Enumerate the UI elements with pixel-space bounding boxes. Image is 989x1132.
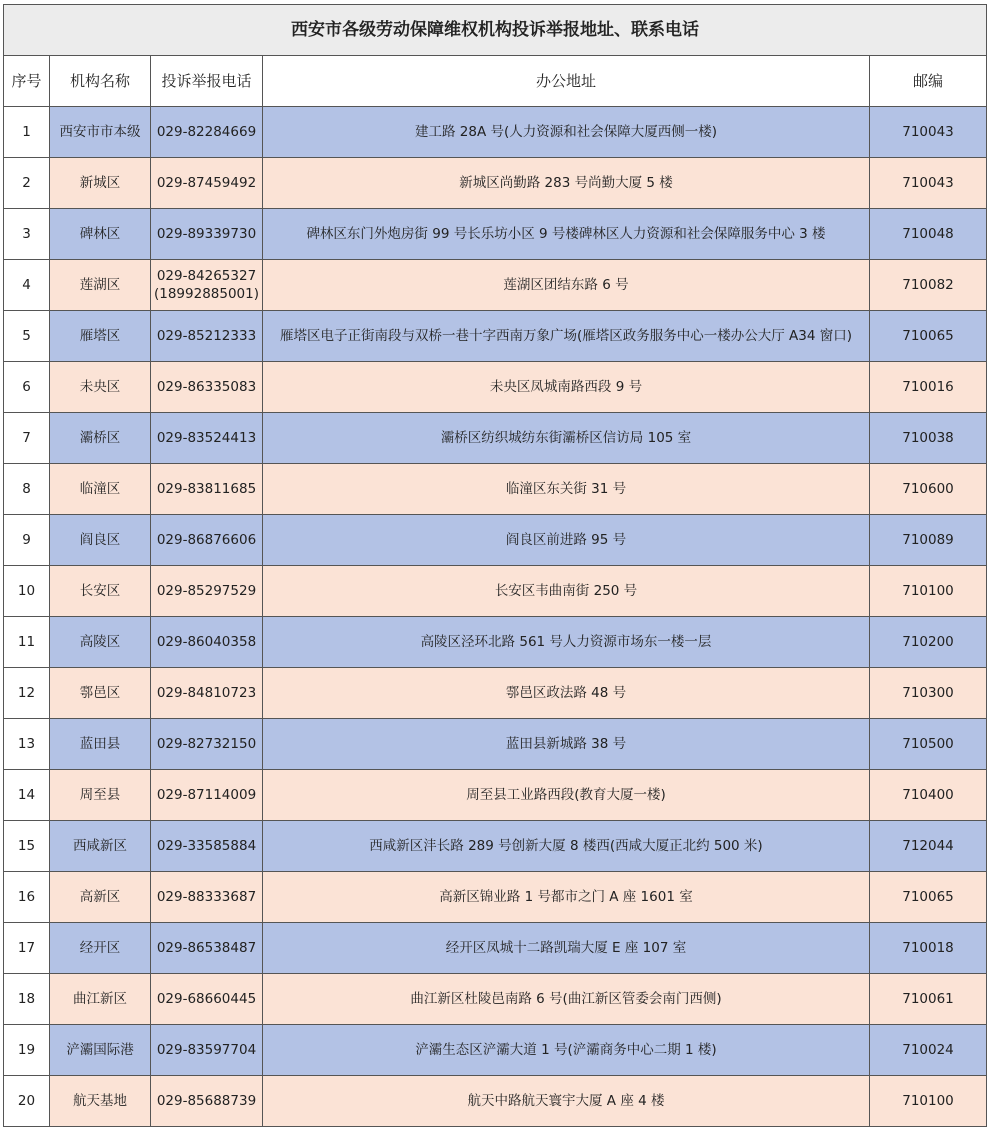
cell-phone: 029-86040358 xyxy=(151,617,263,668)
cell-zip: 710048 xyxy=(870,209,987,260)
cell-no: 18 xyxy=(4,974,50,1025)
table-row xyxy=(4,464,987,515)
cell-address: 莲湖区团结东路 6 号 xyxy=(263,260,870,311)
cell-phone: 029-68660445 xyxy=(151,974,263,1025)
cell-no: 17 xyxy=(4,923,50,974)
table-row xyxy=(4,668,987,719)
phone-secondary: (18992885001) xyxy=(153,286,259,302)
cell-zip: 710600 xyxy=(870,464,987,515)
cell-no: 6 xyxy=(4,362,50,413)
cell-agency-name: 阎良区 xyxy=(50,515,151,566)
phone-primary: 029-84265327 xyxy=(156,268,257,284)
cell-no: 19 xyxy=(4,1025,50,1076)
cell-zip: 710043 xyxy=(870,107,987,158)
cell-agency-name: 高新区 xyxy=(50,872,151,923)
cell-phone xyxy=(151,260,263,311)
cell-zip: 710200 xyxy=(870,617,987,668)
cell-agency-name: 曲江新区 xyxy=(50,974,151,1025)
cell-phone: 029-86876606 xyxy=(151,515,263,566)
header-row xyxy=(4,56,987,107)
cell-agency-name: 鄠邑区 xyxy=(50,668,151,719)
cell-no: 12 xyxy=(4,668,50,719)
cell-zip: 710400 xyxy=(870,770,987,821)
cell-phone: 029-88333687 xyxy=(151,872,263,923)
cell-phone: 029-84810723 xyxy=(151,668,263,719)
table-row xyxy=(4,260,987,311)
cell-no: 13 xyxy=(4,719,50,770)
cell-zip: 710500 xyxy=(870,719,987,770)
cell-address: 雁塔区电子正街南段与双桥一巷十字西南万象广场(雁塔区政务服务中心一楼办公大厅 A34 窗口) xyxy=(263,311,870,362)
cell-address: 航天中路航天寰宇大厦 A 座 4 楼 xyxy=(263,1076,870,1127)
table-row xyxy=(4,413,987,464)
table-row xyxy=(4,923,987,974)
cell-agency-name: 碑林区 xyxy=(50,209,151,260)
cell-no: 1 xyxy=(4,107,50,158)
cell-phone: 029-85212333 xyxy=(151,311,263,362)
cell-address: 周至县工业路西段(教育大厦一楼) xyxy=(263,770,870,821)
cell-phone: 029-83524413 xyxy=(151,413,263,464)
cell-agency-name: 周至县 xyxy=(50,770,151,821)
table-row xyxy=(4,566,987,617)
header-address: 办公地址 xyxy=(263,56,870,107)
cell-no: 15 xyxy=(4,821,50,872)
cell-phone: 029-85688739 xyxy=(151,1076,263,1127)
table-row xyxy=(4,617,987,668)
cell-address: 浐灞生态区浐灞大道 1 号(浐灞商务中心二期 1 楼) xyxy=(263,1025,870,1076)
cell-address: 阎良区前进路 95 号 xyxy=(263,515,870,566)
cell-no: 3 xyxy=(4,209,50,260)
cell-address: 临潼区东关街 31 号 xyxy=(263,464,870,515)
cell-zip: 710061 xyxy=(870,974,987,1025)
cell-no: 5 xyxy=(4,311,50,362)
cell-zip: 710089 xyxy=(870,515,987,566)
cell-address: 西咸新区沣长路 289 号创新大厦 8 楼西(西咸大厦正北约 500 米) xyxy=(263,821,870,872)
cell-address: 建工路 28A 号(人力资源和社会保障大厦西侧一楼) xyxy=(263,107,870,158)
table-row xyxy=(4,821,987,872)
table-row xyxy=(4,158,987,209)
cell-phone: 029-85297529 xyxy=(151,566,263,617)
table-row xyxy=(4,719,987,770)
table-row xyxy=(4,974,987,1025)
cell-phone: 029-82284669 xyxy=(151,107,263,158)
cell-zip: 710016 xyxy=(870,362,987,413)
cell-address: 碑林区东门外炮房街 99 号长乐坊小区 9 号楼碑林区人力资源和社会保障服务中心 3 楼 xyxy=(263,209,870,260)
cell-zip: 712044 xyxy=(870,821,987,872)
header-no: 序号 xyxy=(4,56,50,107)
header-name: 机构名称 xyxy=(50,56,151,107)
cell-agency-name: 新城区 xyxy=(50,158,151,209)
table-title: 西安市各级劳动保障维权机构投诉举报地址、联系电话 xyxy=(4,5,987,56)
cell-no: 8 xyxy=(4,464,50,515)
cell-no: 20 xyxy=(4,1076,50,1127)
cell-agency-name: 灞桥区 xyxy=(50,413,151,464)
cell-phone: 029-86335083 xyxy=(151,362,263,413)
cell-phone: 029-87459492 xyxy=(151,158,263,209)
cell-agency-name: 高陵区 xyxy=(50,617,151,668)
cell-phone: 029-89339730 xyxy=(151,209,263,260)
cell-agency-name: 西咸新区 xyxy=(50,821,151,872)
cell-agency-name: 莲湖区 xyxy=(50,260,151,311)
title-row xyxy=(4,5,987,56)
cell-agency-name: 浐灞国际港 xyxy=(50,1025,151,1076)
cell-address: 高陵区泾环北路 561 号人力资源市场东一楼一层 xyxy=(263,617,870,668)
table-row xyxy=(4,1025,987,1076)
table-row xyxy=(4,209,987,260)
cell-zip: 710018 xyxy=(870,923,987,974)
cell-phone: 029-83811685 xyxy=(151,464,263,515)
cell-agency-name: 航天基地 xyxy=(50,1076,151,1127)
cell-agency-name: 长安区 xyxy=(50,566,151,617)
cell-agency-name: 临潼区 xyxy=(50,464,151,515)
cell-phone: 029-82732150 xyxy=(151,719,263,770)
cell-zip: 710043 xyxy=(870,158,987,209)
cell-agency-name: 蓝田县 xyxy=(50,719,151,770)
cell-no: 7 xyxy=(4,413,50,464)
cell-agency-name: 未央区 xyxy=(50,362,151,413)
header-phone: 投诉举报电话 xyxy=(151,56,263,107)
cell-zip: 710065 xyxy=(870,872,987,923)
table-row xyxy=(4,515,987,566)
cell-zip: 710065 xyxy=(870,311,987,362)
cell-no: 11 xyxy=(4,617,50,668)
cell-address: 曲江新区杜陵邑南路 6 号(曲江新区管委会南门西侧) xyxy=(263,974,870,1025)
cell-address: 新城区尚勤路 283 号尚勤大厦 5 楼 xyxy=(263,158,870,209)
cell-zip: 710100 xyxy=(870,566,987,617)
cell-zip: 710100 xyxy=(870,1076,987,1127)
cell-phone: 029-86538487 xyxy=(151,923,263,974)
cell-zip: 710024 xyxy=(870,1025,987,1076)
cell-zip: 710300 xyxy=(870,668,987,719)
cell-no: 2 xyxy=(4,158,50,209)
cell-agency-name: 经开区 xyxy=(50,923,151,974)
cell-zip: 710082 xyxy=(870,260,987,311)
cell-agency-name: 西安市市本级 xyxy=(50,107,151,158)
table-row xyxy=(4,311,987,362)
cell-address: 灞桥区纺织城纺东街灞桥区信访局 105 室 xyxy=(263,413,870,464)
cell-phone: 029-87114009 xyxy=(151,770,263,821)
table-row xyxy=(4,107,987,158)
cell-address: 未央区凤城南路西段 9 号 xyxy=(263,362,870,413)
table-row xyxy=(4,1076,987,1127)
complaint-agencies-table xyxy=(3,4,987,1127)
cell-zip: 710038 xyxy=(870,413,987,464)
table-row xyxy=(4,362,987,413)
cell-no: 4 xyxy=(4,260,50,311)
cell-no: 10 xyxy=(4,566,50,617)
cell-address: 鄠邑区政法路 48 号 xyxy=(263,668,870,719)
cell-address: 高新区锦业路 1 号都市之门 A 座 1601 室 xyxy=(263,872,870,923)
cell-no: 16 xyxy=(4,872,50,923)
header-zip: 邮编 xyxy=(870,56,987,107)
table-row xyxy=(4,770,987,821)
cell-address: 蓝田县新城路 38 号 xyxy=(263,719,870,770)
cell-phone: 029-33585884 xyxy=(151,821,263,872)
cell-agency-name: 雁塔区 xyxy=(50,311,151,362)
cell-address: 经开区凤城十二路凯瑞大厦 E 座 107 室 xyxy=(263,923,870,974)
cell-no: 14 xyxy=(4,770,50,821)
cell-address: 长安区韦曲南街 250 号 xyxy=(263,566,870,617)
cell-no: 9 xyxy=(4,515,50,566)
cell-phone: 029-83597704 xyxy=(151,1025,263,1076)
table-row xyxy=(4,872,987,923)
